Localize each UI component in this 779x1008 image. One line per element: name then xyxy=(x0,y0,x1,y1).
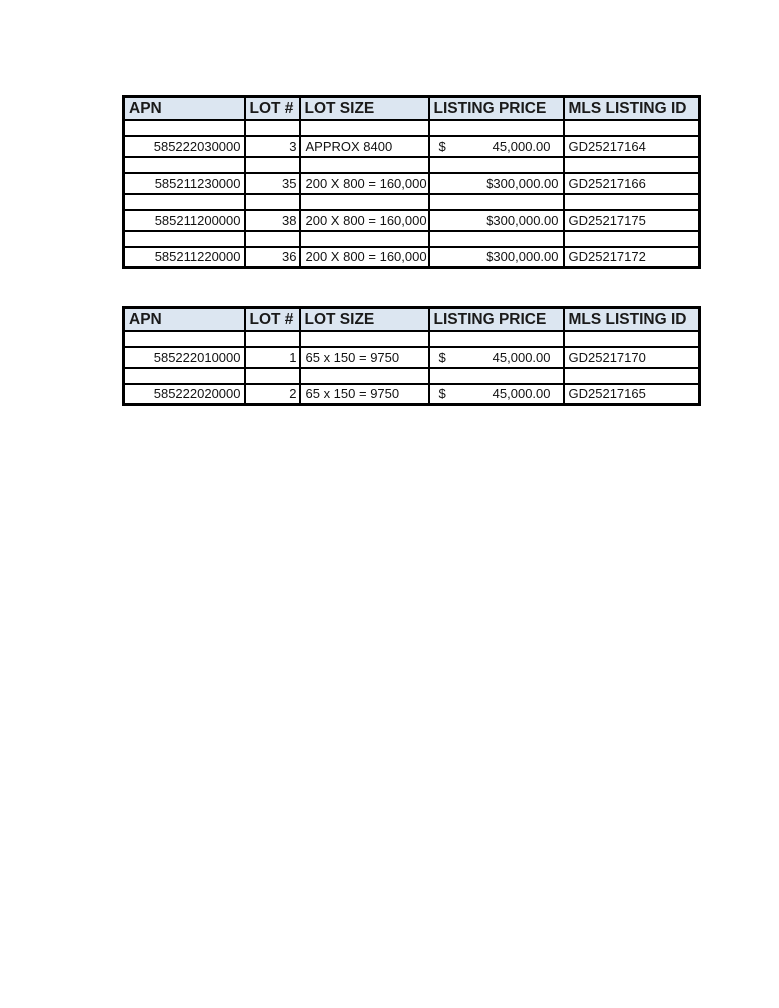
spacer-row xyxy=(124,231,700,247)
listing-price-cell xyxy=(429,384,564,405)
table-row xyxy=(124,347,700,368)
table-header-row xyxy=(124,308,700,331)
apn-cell: 585211220000 xyxy=(124,247,245,268)
mls-id-cell: GD25217170 xyxy=(564,347,700,368)
empty-cell xyxy=(124,331,245,347)
empty-cell xyxy=(300,120,429,136)
lot-size-cell: APPROX 8400 xyxy=(300,136,429,157)
listings-table-1 xyxy=(122,95,701,269)
empty-cell xyxy=(245,368,300,384)
listing-price-cell xyxy=(429,136,564,157)
empty-cell xyxy=(124,157,245,173)
lot-size-cell: 200 X 800 = 160,000 xyxy=(300,210,429,231)
mls-id-cell: GD25217164 xyxy=(564,136,700,157)
column-header-lot: LOT # xyxy=(245,97,300,120)
empty-cell xyxy=(300,194,429,210)
empty-cell xyxy=(300,157,429,173)
price-amount: 45,000.00 xyxy=(492,138,551,154)
lot-size-cell: 200 X 800 = 160,000 xyxy=(300,247,429,268)
lot-number-cell: 2 xyxy=(245,384,300,405)
empty-cell xyxy=(564,231,700,247)
column-header-mls: MLS LISTING ID xyxy=(564,308,700,331)
empty-cell xyxy=(429,194,564,210)
price-amount: 45,000.00 xyxy=(492,349,551,365)
listing-price-cell xyxy=(429,247,564,268)
column-header-lot: LOT # xyxy=(245,308,300,331)
empty-cell xyxy=(564,368,700,384)
apn-cell: 585222010000 xyxy=(124,347,245,368)
table-row xyxy=(124,136,700,157)
table-row xyxy=(124,247,700,268)
empty-cell xyxy=(300,368,429,384)
currency-symbol: $ xyxy=(438,138,446,154)
lot-size-cell: 65 x 150 = 9750 xyxy=(300,347,429,368)
empty-cell xyxy=(245,231,300,247)
mls-id-cell: GD25217166 xyxy=(564,173,700,194)
mls-id-cell: GD25217175 xyxy=(564,210,700,231)
lot-size-cell: 65 x 150 = 9750 xyxy=(300,384,429,405)
currency-symbol: $ xyxy=(438,349,446,365)
price-amount: $300,000.00 xyxy=(486,212,559,228)
empty-cell xyxy=(124,368,245,384)
empty-cell xyxy=(429,231,564,247)
table-header-row xyxy=(124,97,700,120)
empty-cell xyxy=(564,157,700,173)
lot-number-cell: 36 xyxy=(245,247,300,268)
column-header-price: LISTING PRICE xyxy=(429,97,564,120)
lot-number-cell: 35 xyxy=(245,173,300,194)
lot-number-cell: 1 xyxy=(245,347,300,368)
empty-cell xyxy=(245,157,300,173)
column-header-price: LISTING PRICE xyxy=(429,308,564,331)
empty-cell xyxy=(429,120,564,136)
column-header-size: LOT SIZE xyxy=(300,97,429,120)
empty-cell xyxy=(124,194,245,210)
empty-cell xyxy=(564,331,700,347)
listing-price-cell xyxy=(429,173,564,194)
empty-cell xyxy=(300,331,429,347)
spacer-row xyxy=(124,331,700,347)
listing-price-cell xyxy=(429,347,564,368)
listings-table-2 xyxy=(122,306,701,406)
table-row xyxy=(124,173,700,194)
price-amount: 45,000.00 xyxy=(492,386,551,401)
apn-cell: 585222020000 xyxy=(124,384,245,405)
lot-number-cell: 3 xyxy=(245,136,300,157)
apn-cell: 585211200000 xyxy=(124,210,245,231)
spacer-row xyxy=(124,157,700,173)
column-header-apn: APN xyxy=(124,97,245,120)
column-header-size: LOT SIZE xyxy=(300,308,429,331)
price-amount: $300,000.00 xyxy=(486,249,559,264)
spacer-row xyxy=(124,368,700,384)
column-header-mls: MLS LISTING ID xyxy=(564,97,700,120)
empty-cell xyxy=(124,231,245,247)
lot-size-cell: 200 X 800 = 160,000 xyxy=(300,173,429,194)
empty-cell xyxy=(564,120,700,136)
column-header-apn: APN xyxy=(124,308,245,331)
empty-cell xyxy=(245,120,300,136)
empty-cell xyxy=(300,231,429,247)
table-row xyxy=(124,210,700,231)
table-row xyxy=(124,384,700,405)
empty-cell xyxy=(429,157,564,173)
empty-cell xyxy=(245,194,300,210)
spacer-row xyxy=(124,120,700,136)
lot-number-cell: 38 xyxy=(245,210,300,231)
mls-id-cell: GD25217165 xyxy=(564,384,700,405)
price-amount: $300,000.00 xyxy=(486,175,559,191)
empty-cell xyxy=(245,331,300,347)
apn-cell: 585222030000 xyxy=(124,136,245,157)
empty-cell xyxy=(564,194,700,210)
apn-cell: 585211230000 xyxy=(124,173,245,194)
listing-price-cell xyxy=(429,210,564,231)
empty-cell xyxy=(124,120,245,136)
empty-cell xyxy=(429,368,564,384)
empty-cell xyxy=(429,331,564,347)
currency-symbol: $ xyxy=(438,386,446,401)
spacer-row xyxy=(124,194,700,210)
mls-id-cell: GD25217172 xyxy=(564,247,700,268)
